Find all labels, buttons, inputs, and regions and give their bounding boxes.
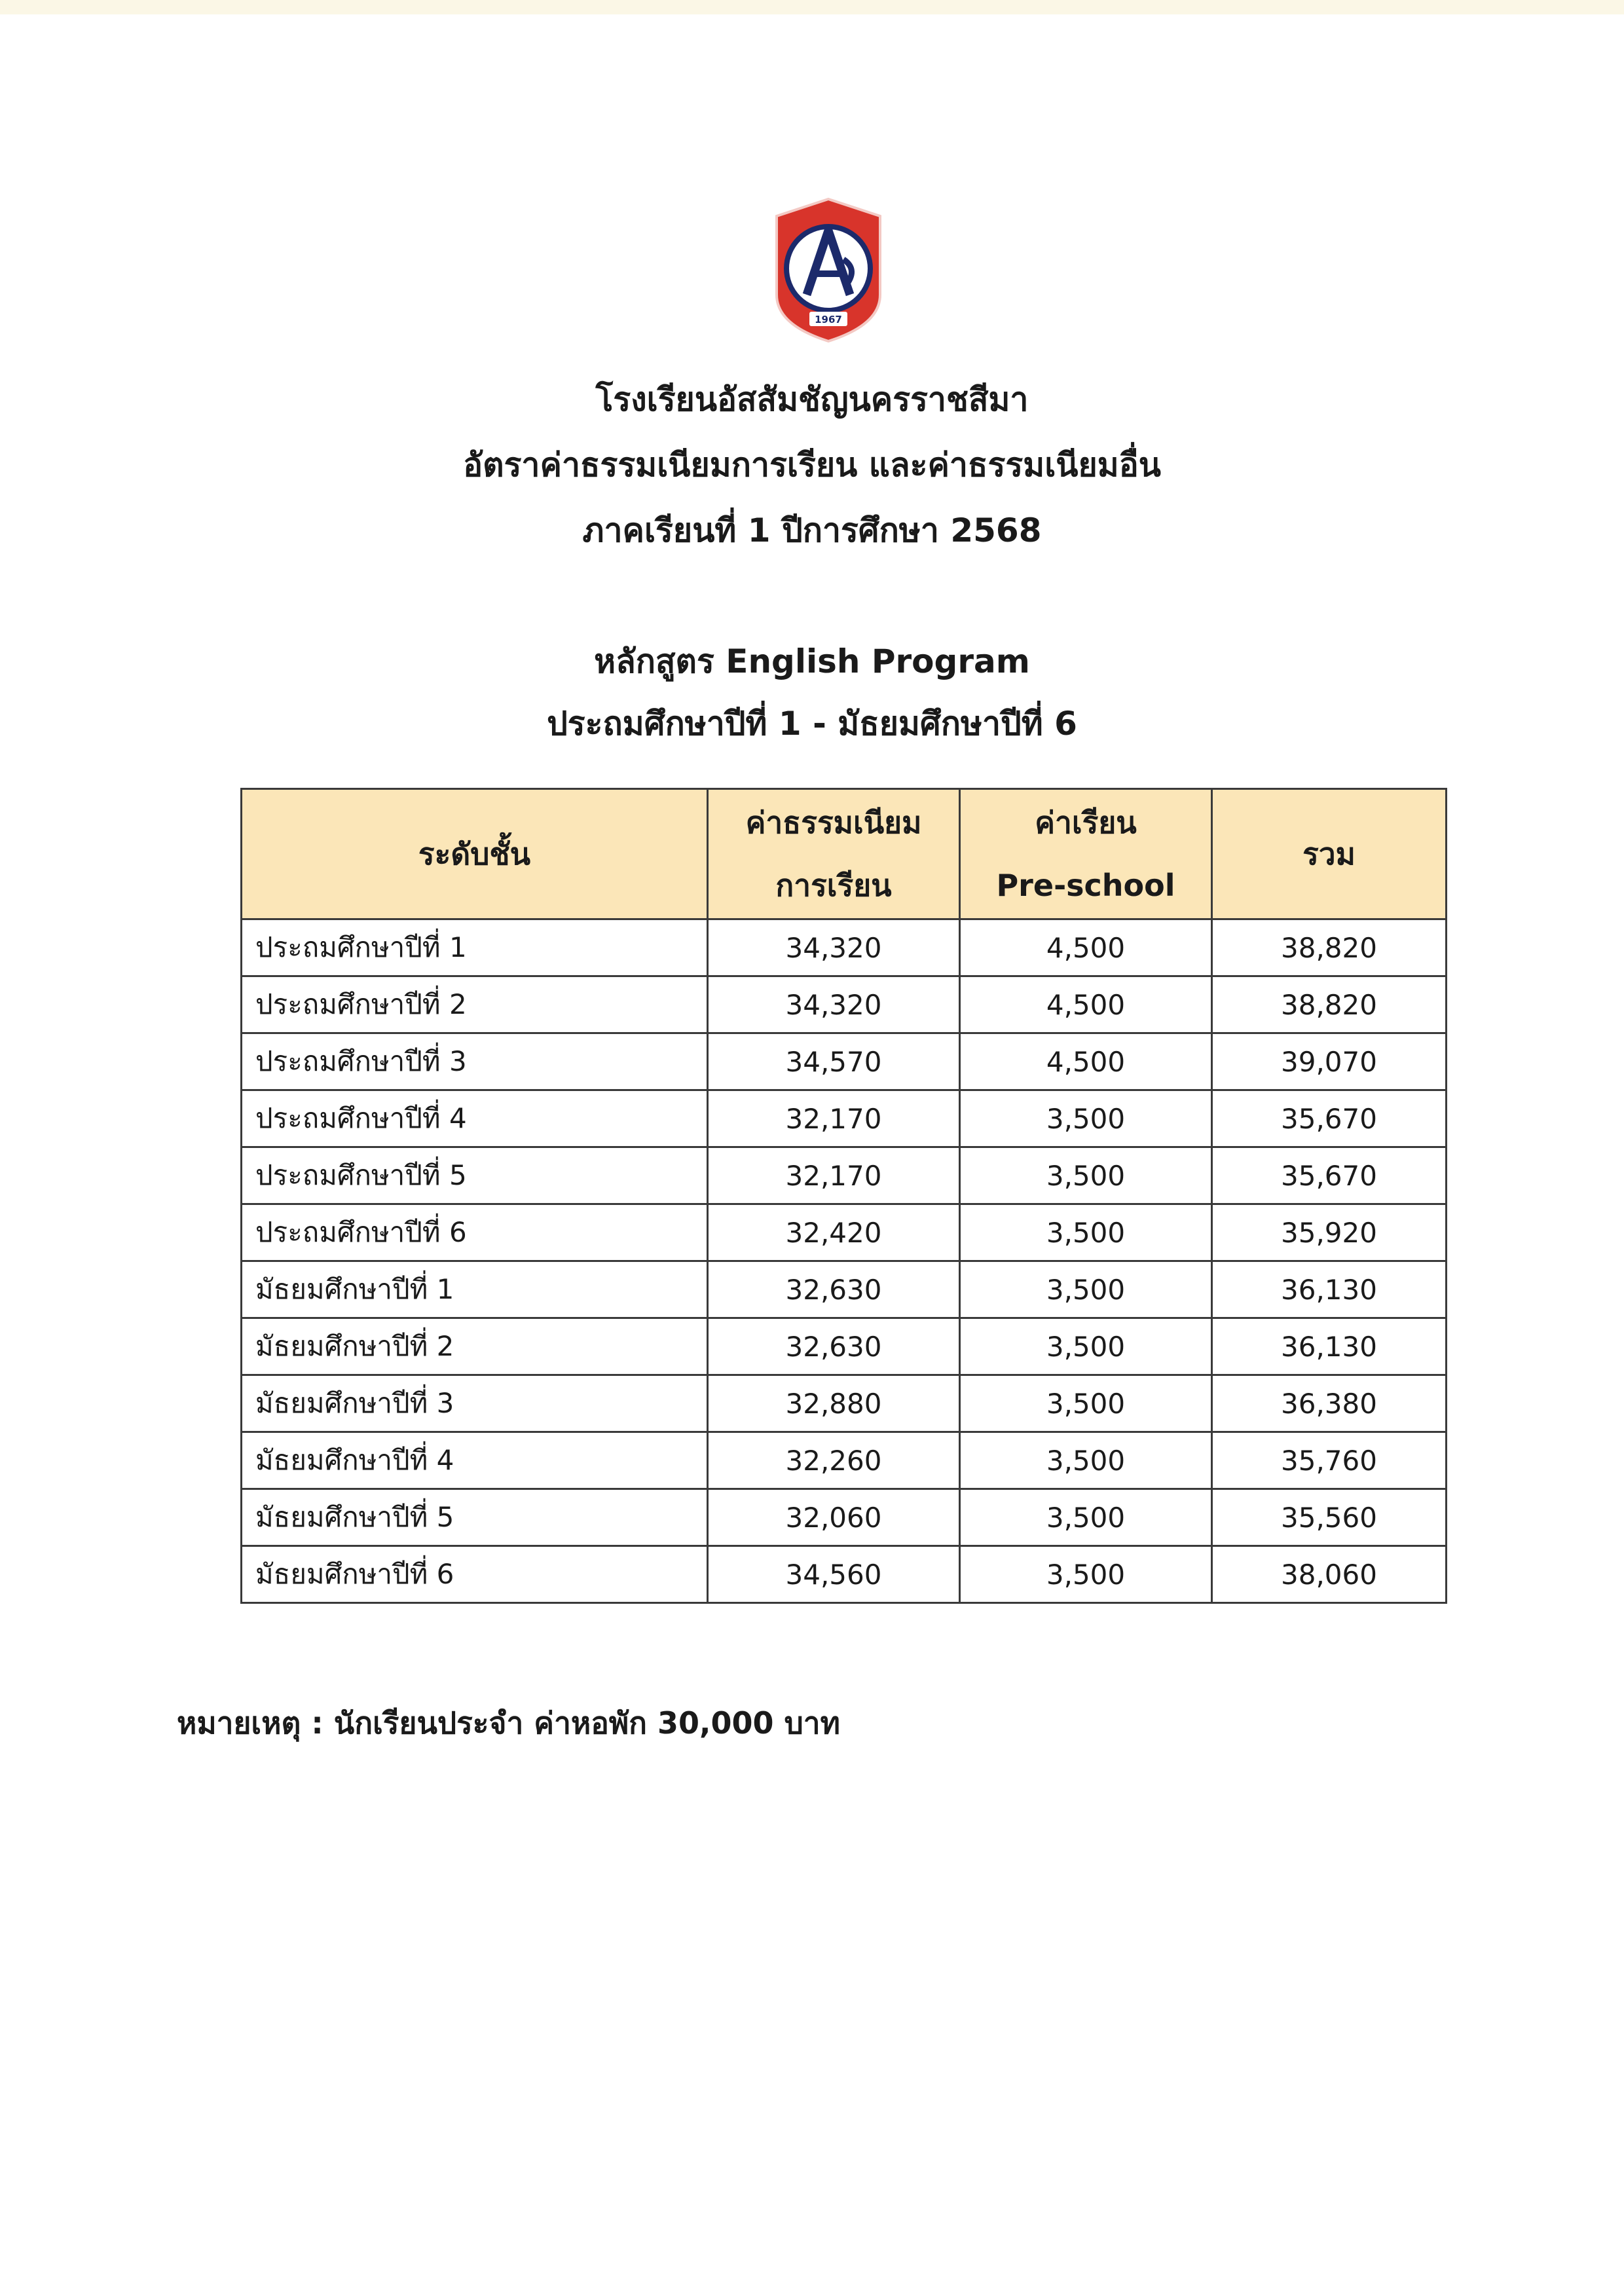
cell-tuition: 32,420 bbox=[708, 1204, 960, 1261]
cell-preschool: 3,500 bbox=[960, 1375, 1212, 1432]
cell-level: มัธยมศึกษาปีที่ 6 bbox=[242, 1546, 708, 1603]
grade-range: ประถมศึกษาปีที่ 1 - มัธยมศึกษาปีที่ 6 bbox=[547, 705, 1077, 743]
cell-preschool: 4,500 bbox=[960, 1033, 1212, 1090]
table-row bbox=[242, 919, 1447, 976]
cell-tuition: 32,170 bbox=[708, 1147, 960, 1204]
cell-total: 38,820 bbox=[1212, 976, 1447, 1033]
cell-tuition: 32,880 bbox=[708, 1375, 960, 1432]
cell-preschool: 4,500 bbox=[960, 919, 1212, 976]
cell-total: 35,920 bbox=[1212, 1204, 1447, 1261]
cell-level: ประถมศึกษาปีที่ 2 bbox=[242, 976, 708, 1033]
column-header-tuition-line1: ค่าธรรมเนียม bbox=[745, 805, 922, 840]
footnote-dormitory-fee: หมายเหตุ : นักเรียนประจำ ค่าหอพัก 30,000 บาท bbox=[177, 1705, 840, 1741]
cell-preschool: 3,500 bbox=[960, 1546, 1212, 1603]
cell-level: ประถมศึกษาปีที่ 4 bbox=[242, 1090, 708, 1147]
cell-tuition: 32,630 bbox=[708, 1261, 960, 1318]
column-header-preschool bbox=[960, 789, 1212, 919]
svg-text:1967: 1967 bbox=[815, 314, 842, 325]
table-row bbox=[242, 1090, 1447, 1147]
table-row bbox=[242, 976, 1447, 1033]
fee-table bbox=[240, 788, 1447, 1604]
cell-preschool: 3,500 bbox=[960, 1147, 1212, 1204]
cell-preschool: 3,500 bbox=[960, 1489, 1212, 1546]
cell-total: 36,380 bbox=[1212, 1375, 1447, 1432]
column-header-total: รวม bbox=[1212, 789, 1447, 919]
table-row bbox=[242, 1147, 1447, 1204]
cell-level: ประถมศึกษาปีที่ 6 bbox=[242, 1204, 708, 1261]
page-top-tint bbox=[0, 0, 1624, 14]
cell-total: 36,130 bbox=[1212, 1318, 1447, 1375]
cell-tuition: 32,630 bbox=[708, 1318, 960, 1375]
table-row bbox=[242, 1033, 1447, 1090]
cell-total: 35,670 bbox=[1212, 1147, 1447, 1204]
cell-tuition: 32,260 bbox=[708, 1432, 960, 1489]
cell-preschool: 3,500 bbox=[960, 1090, 1212, 1147]
table-header-row bbox=[242, 789, 1447, 919]
school-name: โรงเรียนอัสสัมชัญนครราชสีมา bbox=[595, 380, 1029, 418]
cell-tuition: 32,170 bbox=[708, 1090, 960, 1147]
document-title: อัตราค่าธรรมเนียมการเรียน และค่าธรรมเนียมอื่น bbox=[463, 446, 1161, 484]
cell-total: 38,060 bbox=[1212, 1546, 1447, 1603]
table-row bbox=[242, 1261, 1447, 1318]
table-row bbox=[242, 1318, 1447, 1375]
cell-level: ประถมศึกษาปีที่ 1 bbox=[242, 919, 708, 976]
cell-total: 35,670 bbox=[1212, 1090, 1447, 1147]
cell-level: มัธยมศึกษาปีที่ 4 bbox=[242, 1432, 708, 1489]
cell-level: ประถมศึกษาปีที่ 3 bbox=[242, 1033, 708, 1090]
table-row bbox=[242, 1489, 1447, 1546]
column-header-tuition bbox=[708, 789, 960, 919]
column-header-tuition-line2: การเรียน bbox=[775, 868, 892, 903]
cell-preschool: 3,500 bbox=[960, 1318, 1212, 1375]
program-title: หลักสูตร English Program bbox=[594, 642, 1030, 680]
column-header-preschool-line2: Pre-school bbox=[996, 868, 1175, 903]
cell-total: 35,760 bbox=[1212, 1432, 1447, 1489]
cell-total: 38,820 bbox=[1212, 919, 1447, 976]
term-year: ภาคเรียนที่ 1 ปีการศึกษา 2568 bbox=[582, 511, 1042, 549]
column-header-level: ระดับชั้น bbox=[242, 789, 708, 919]
cell-tuition: 34,560 bbox=[708, 1546, 960, 1603]
table-row bbox=[242, 1432, 1447, 1489]
table-row bbox=[242, 1204, 1447, 1261]
cell-preschool: 3,500 bbox=[960, 1261, 1212, 1318]
cell-tuition: 34,570 bbox=[708, 1033, 960, 1090]
cell-total: 39,070 bbox=[1212, 1033, 1447, 1090]
cell-level: ประถมศึกษาปีที่ 5 bbox=[242, 1147, 708, 1204]
table-row bbox=[242, 1546, 1447, 1603]
cell-tuition: 34,320 bbox=[708, 919, 960, 976]
cell-level: มัธยมศึกษาปีที่ 3 bbox=[242, 1375, 708, 1432]
cell-preschool: 3,500 bbox=[960, 1204, 1212, 1261]
cell-tuition: 34,320 bbox=[708, 976, 960, 1033]
cell-level: มัธยมศึกษาปีที่ 5 bbox=[242, 1489, 708, 1546]
cell-level: มัธยมศึกษาปีที่ 1 bbox=[242, 1261, 708, 1318]
cell-total: 36,130 bbox=[1212, 1261, 1447, 1318]
cell-tuition: 32,060 bbox=[708, 1489, 960, 1546]
column-header-preschool-line1: ค่าเรียน bbox=[1035, 805, 1137, 840]
cell-total: 35,560 bbox=[1212, 1489, 1447, 1546]
school-crest-logo bbox=[766, 196, 891, 344]
table-row bbox=[242, 1375, 1447, 1432]
cell-preschool: 4,500 bbox=[960, 976, 1212, 1033]
cell-level: มัธยมศึกษาปีที่ 2 bbox=[242, 1318, 708, 1375]
cell-preschool: 3,500 bbox=[960, 1432, 1212, 1489]
